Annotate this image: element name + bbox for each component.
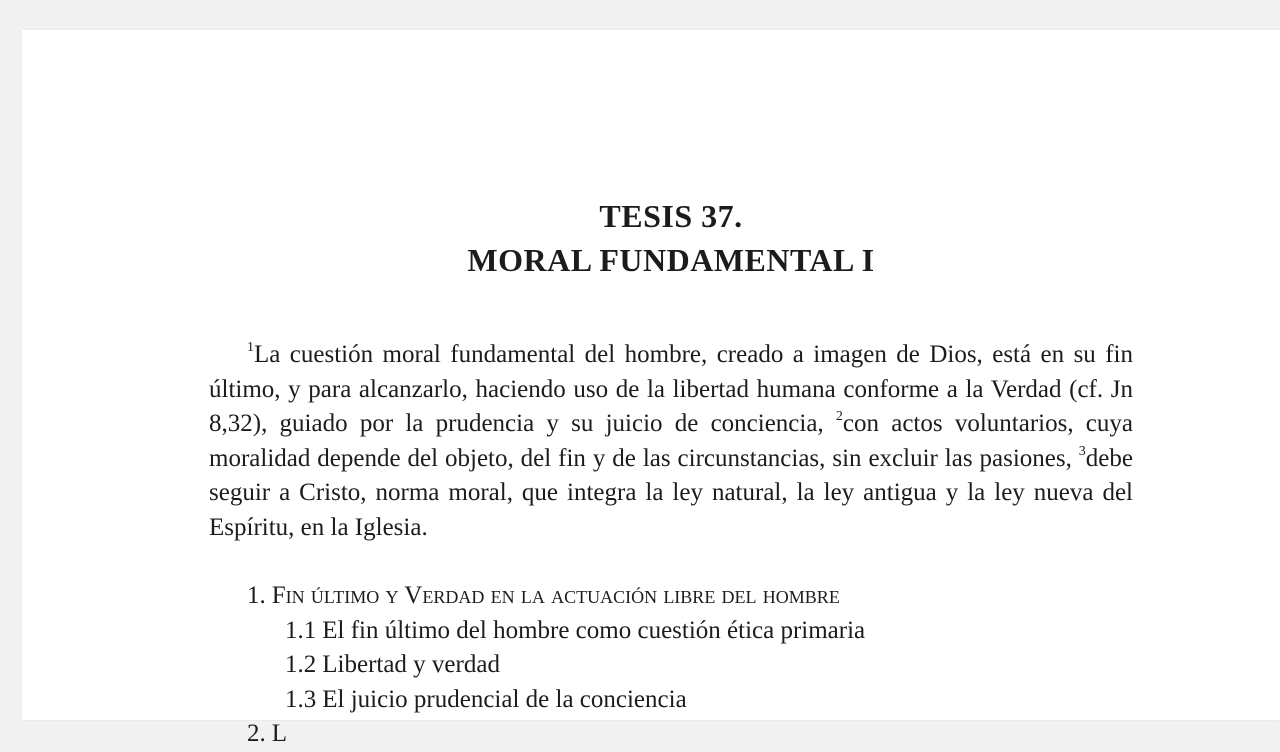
toc-item-number: 1.3 <box>285 685 317 713</box>
thesis-subject-title: MORAL FUNDAMENTAL I <box>467 242 875 278</box>
toc-section-2 <box>209 717 1133 752</box>
toc-item-title: Libertad y verdad <box>322 651 500 678</box>
toc-item-number: 1.1 <box>285 616 317 644</box>
toc-item-title: El juicio prudencial de la conciencia <box>322 685 687 713</box>
thesis-segment-1: La cuestión moral fundamental del hombre, creado a imagen de Dios, está en su fin último, y para alcanzarlo, haciendo uso de la libertad humana conforme a la Verdad (cf. Jn 8,32), guiado por la prudencia y su juicio de conciencia, <box>209 341 1133 437</box>
document-page <box>22 30 1280 747</box>
page-content <box>209 194 1133 752</box>
toc-section-number: 2. <box>247 720 266 747</box>
table-of-contents <box>209 579 1133 752</box>
toc-section-title: L <box>271 720 288 747</box>
thesis-segment-3: debe seguir a Cristo, norma moral, que integra la ley natural, la ley antigua y la ley nueva del Espíritu, en la Iglesia. <box>209 444 1133 541</box>
toc-item-number: 1.2 <box>285 651 317 678</box>
toc-section-number: 1. <box>247 582 266 609</box>
footnote-marker-3: 3 <box>1078 443 1086 459</box>
toc-section-1 <box>209 579 1133 614</box>
thesis-segment-2: con actos voluntarios, cuya moralidad depende del objeto, del fin y de las circunstancias, sin excluir las pasiones, <box>209 410 1133 472</box>
toc-item-1-2 <box>209 648 1133 683</box>
toc-item-1-3 <box>209 683 1133 718</box>
thesis-statement <box>209 338 1133 545</box>
footnote-marker-1: 1 <box>247 340 254 355</box>
thesis-number-title: TESIS 37. <box>599 198 743 234</box>
toc-section-title: Fin último y Verdad en la actuación libre del hombre <box>271 582 840 609</box>
footnote-marker-2: 2 <box>835 409 843 424</box>
thesis-heading <box>209 194 1133 282</box>
toc-item-1-1 <box>209 614 1133 649</box>
toc-item-title: El fin último del hombre como cuestión ética primaria <box>322 616 866 644</box>
